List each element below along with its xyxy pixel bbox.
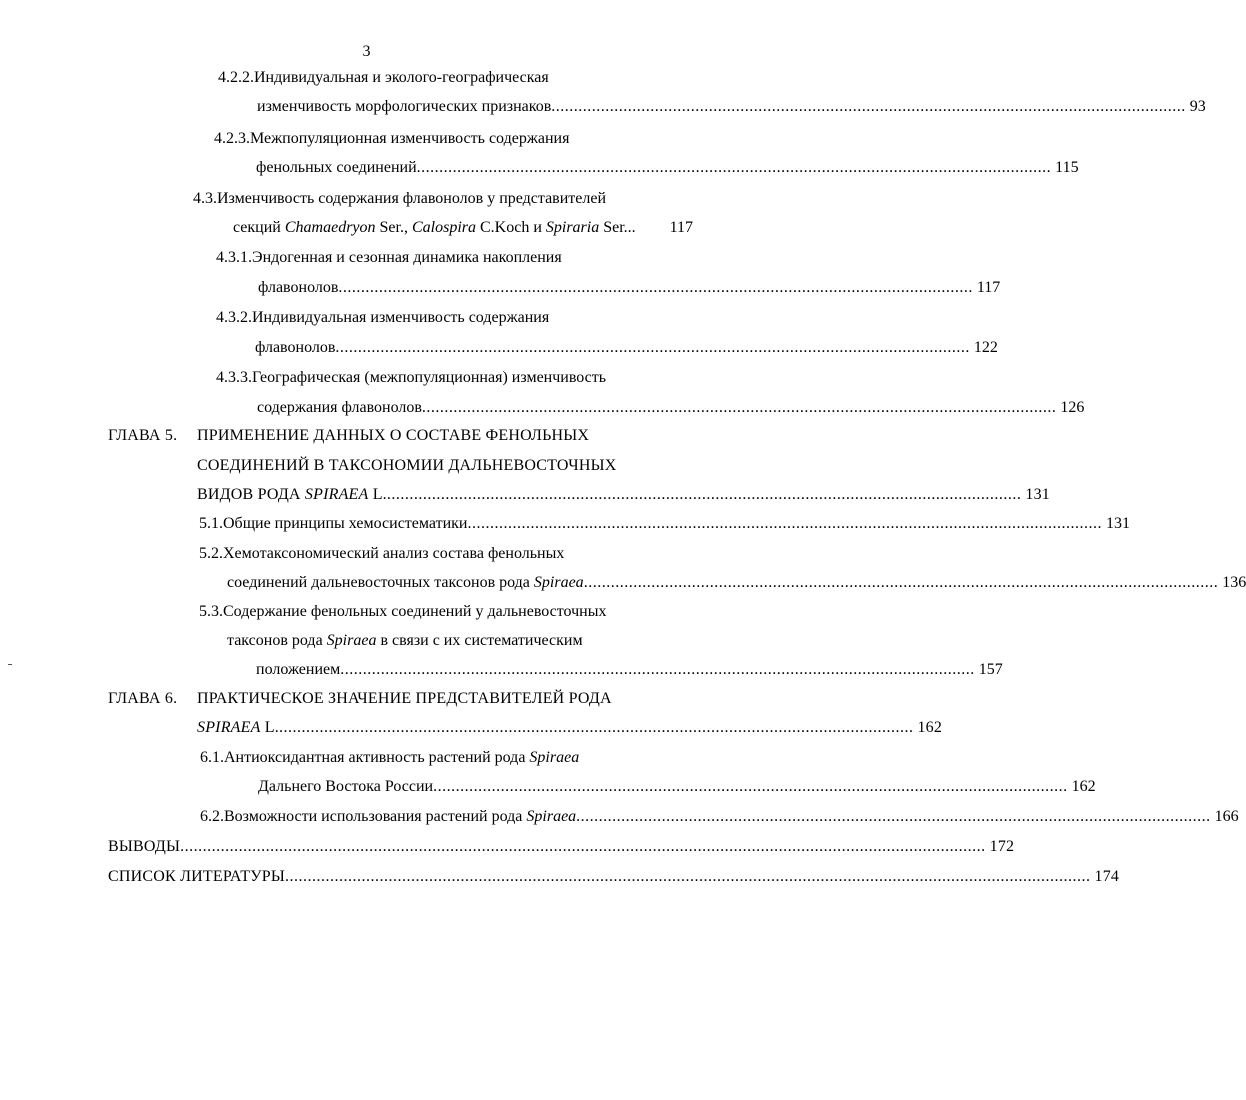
toc-entry-5-3[interactable] (256, 659, 1003, 681)
toc-entry-text: положением (256, 661, 341, 678)
dot-leader: ............................................................................................................................................. (338, 279, 973, 296)
toc-entry-text: содержания флавонолов (257, 399, 422, 416)
chapter-5-title-line2: СОЕДИНЕНИЙ В ТАКСОНОМИИ ДАЛЬНЕВОСТОЧНЫХ (197, 457, 617, 474)
toc-entry-4-3[interactable] (233, 217, 693, 239)
toc-entry-text: Дальнего Востока России (258, 778, 434, 795)
dot-leader: ............................................................................................................................................. (278, 719, 914, 736)
toc-entry-text: SPIRAEA L. (197, 719, 279, 736)
page-ref: 115 (1055, 159, 1079, 176)
page-ref: 126 (1060, 399, 1085, 416)
toc-4-3-2-title: 4.3.2.Индивидуальная изменчивость содержания (216, 309, 550, 326)
page-ref: 122 (973, 339, 998, 356)
toc-entry-4-3-1[interactable] (258, 277, 1001, 299)
dot-leader: ............................................................................................................................................. (583, 574, 1219, 591)
page-ref: 174 (1094, 868, 1120, 885)
margin-mark (8, 664, 12, 665)
toc-entry-text: флавонолов (255, 339, 336, 356)
dot-leader: ............................................................................................................................................. (551, 98, 1186, 115)
genus-name: Spiraea (533, 574, 584, 591)
toc-entry-4-3-3[interactable] (257, 397, 1085, 419)
page-number: 3 (362, 43, 371, 60)
toc-6-1-title: 6.1.Антиоксидантная активность растений рода Spiraea (200, 749, 580, 766)
toc-4-3-title: 4.3.Изменчивость содержания флавонолов у представителей (193, 190, 607, 207)
toc-entry-references[interactable] (108, 866, 1120, 888)
page-ref: 131 (1105, 515, 1130, 532)
page-ref: 131 (1025, 486, 1050, 503)
chapter-5-title-line1: ПРИМЕНЕНИЕ ДАННЫХ О СОСТАВЕ ФЕНОЛЬНЫХ (197, 427, 590, 444)
genus-name: SPIRAEA (197, 719, 261, 736)
page-ref: 172 (989, 838, 1015, 855)
taxon-name: Spiraria (545, 219, 600, 236)
dot-leader: ............................................................................................................................................. (576, 808, 1211, 825)
chapter-6-title-line1: ПРАКТИЧЕСКОЕ ЗНАЧЕНИЕ ПРЕДСТАВИТЕЛЕЙ РОДА (197, 690, 612, 707)
page-ref: 166 (1214, 808, 1239, 825)
page-ref: 136 (1222, 574, 1246, 591)
chapter-5-label: ГЛАВА 5. (108, 427, 178, 444)
page-ref: 93 (1189, 98, 1206, 115)
dot-leader: ................................................................................................................................................................................... (285, 868, 1091, 885)
toc-5-3-title: 5.3.Содержание фенольных соединений у дальневосточных (199, 603, 607, 620)
toc-entry-text: ВИДОВ РОДА SPIRAEA L. (197, 486, 387, 503)
toc-5-2-title: 5.2.Хемотаксономический анализ состава фенольных (199, 545, 565, 562)
toc-entry-text: фенольных соединений (256, 159, 417, 176)
toc-entry-conclusions[interactable] (108, 836, 1015, 858)
toc-entry-6-2[interactable] (200, 806, 1239, 828)
toc-entry-text: 6.2.Возможности использования растений рода Spiraea (200, 808, 577, 825)
dot-leader: ............................................................................................................................................. (416, 159, 1052, 176)
page-ref: 117 (976, 279, 1001, 296)
genus-name: SPIRAEA (304, 486, 369, 503)
page-ref: 117 (669, 219, 693, 236)
toc-4-2-2-title: 4.2.2.Индивидуальная и эколого-географическая (218, 69, 549, 86)
toc-entry-text: флавонолов (258, 279, 339, 296)
dot-leader: ............................................................................................................................................. (386, 486, 1022, 503)
toc-4-3-1-title: 4.3.1.Эндогенная и сезонная динамика накопления (216, 249, 562, 266)
taxon-name: Chamaedryon (284, 219, 376, 236)
page-ref: 157 (978, 661, 1003, 678)
chapter-6-label: ГЛАВА 6. (108, 690, 178, 707)
toc-entry-text: изменчивость морфологических признаков (257, 98, 552, 115)
page-ref: 162 (917, 719, 943, 736)
dot-leader: ............................................................................................................................................. (340, 661, 975, 678)
toc-entry-5-1[interactable] (199, 513, 1130, 535)
toc-entry-5-2[interactable] (227, 572, 1246, 594)
genus-name: Spiraea (529, 749, 580, 766)
dot-leader: ............................................................................................................................................. (335, 339, 970, 356)
dot-leader: ............................................................................................................................................. (433, 778, 1068, 795)
toc-entry-text: секций Chamaedryon Ser., Calospira C.Koch и Spiraria Ser... (233, 219, 636, 236)
dot-leader: ............................................................................................................................................. (467, 515, 1102, 532)
dot-leader: ............................................................................................................................................. (421, 399, 1057, 416)
toc-4-2-3-title: 4.2.3.Межпопуляционная изменчивость содержания (214, 130, 570, 147)
toc-4-3-3-title: 4.3.3.Географическая (межпопуляционная) изменчивость (216, 369, 607, 386)
toc-entry-text: ВЫВОДЫ (108, 838, 181, 855)
toc-entry-chapter-5[interactable] (197, 484, 1050, 506)
genus-name: Spiraea (526, 808, 577, 825)
toc-entry-4-3-2[interactable] (255, 337, 998, 359)
toc-entry-6-1[interactable] (258, 776, 1096, 798)
toc-entry-text: 5.1.Общие принципы хемосистематики (199, 515, 468, 532)
toc-5-3-title-line2: таксонов рода Spiraea в связи с их систематическим (227, 632, 583, 649)
page-ref: 162 (1071, 778, 1096, 795)
toc-entry-4-2-3[interactable] (256, 157, 1079, 179)
genus-name: Spiraea (326, 632, 377, 649)
dot-leader: ................................................................................................................................................................................... (180, 838, 986, 855)
toc-entry-text: СПИСОК ЛИТЕРАТУРЫ (108, 868, 285, 885)
taxon-name: Calospira (411, 219, 476, 236)
toc-entry-chapter-6[interactable] (197, 717, 943, 739)
toc-entry-4-2-2[interactable] (257, 96, 1206, 118)
toc-entry-text: соединений дальневосточных таксонов рода Spiraea (227, 574, 584, 591)
